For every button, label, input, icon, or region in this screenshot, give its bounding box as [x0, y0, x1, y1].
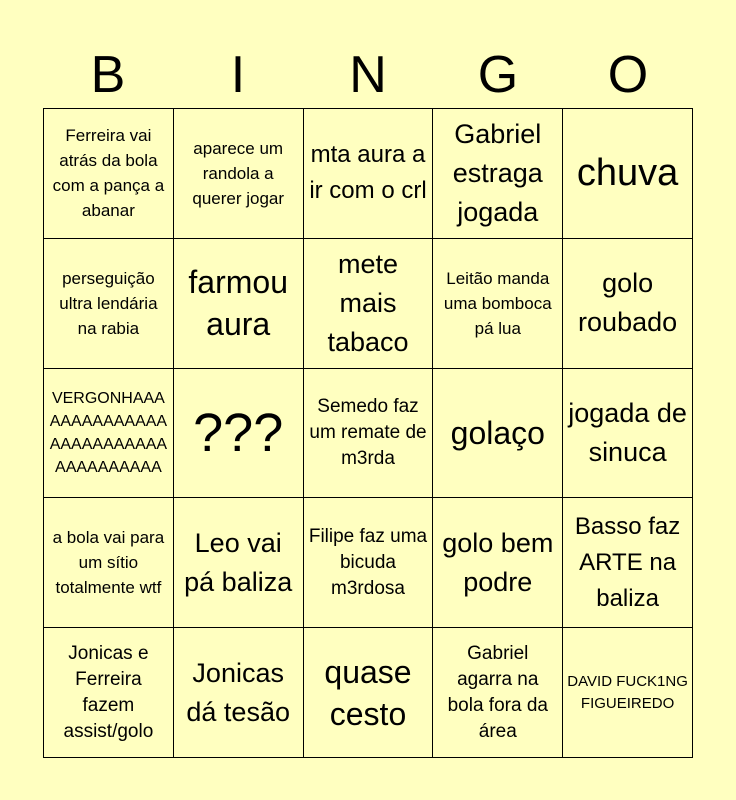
title-letter-b: B	[90, 46, 126, 104]
bingo-cell[interactable]	[174, 498, 304, 628]
cell-text: aparece um randola a querer jogar	[192, 138, 285, 208]
cell-text: Jonicas dá tesão	[186, 657, 290, 727]
bingo-cell[interactable]	[44, 239, 174, 369]
bingo-cell[interactable]	[304, 628, 434, 758]
bingo-cell[interactable]	[433, 369, 563, 499]
bingo-cell[interactable]	[304, 498, 434, 628]
cell-text: quase cesto	[324, 653, 412, 732]
cell-text: Basso faz ARTE na baliza	[574, 512, 681, 612]
bingo-cell[interactable]	[563, 498, 693, 628]
cell-text: Filipe faz uma bicuda m3rdosa	[308, 525, 428, 599]
cell-text: Leitão manda uma bomboca pá lua	[443, 268, 552, 338]
title-letter-i: I	[230, 46, 246, 104]
bingo-cell[interactable]	[563, 239, 693, 369]
cell-text: golaço	[450, 414, 545, 451]
bingo-title	[43, 42, 693, 108]
bingo-cell[interactable]	[44, 498, 174, 628]
cell-text: farmou aura	[188, 264, 288, 343]
cell-text: jogada de sinuca	[568, 397, 687, 467]
bingo-cell[interactable]	[44, 369, 174, 499]
title-letter-n: N	[349, 46, 387, 104]
cell-text: Semedo faz um remate de m3rda	[309, 395, 427, 469]
bingo-cell[interactable]	[174, 369, 304, 499]
title-letter-g: G	[477, 46, 519, 104]
title-letter-o: O	[607, 46, 649, 104]
bingo-grid	[43, 108, 693, 758]
bingo-cell[interactable]	[563, 369, 693, 499]
cell-text: chuva	[576, 152, 679, 195]
bingo-cell[interactable]	[433, 109, 563, 239]
cell-text: perseguição ultra lendária na rabia	[59, 268, 158, 338]
bingo-cell[interactable]	[44, 628, 174, 758]
cell-text: Gabriel agarra na bola fora da área	[447, 642, 548, 742]
cell-text: golo bem podre	[442, 527, 554, 597]
bingo-cell[interactable]	[563, 628, 693, 758]
cell-text: Gabriel estraga jogada	[452, 118, 543, 227]
cell-text: Ferreira vai atrás da bola com a pança a abanar	[52, 126, 165, 221]
bingo-cell[interactable]	[433, 498, 563, 628]
cell-text: DAVID FUCK1NG FIGUEIREDO	[567, 672, 688, 712]
bingo-cell[interactable]	[174, 109, 304, 239]
bingo-cell[interactable]	[433, 628, 563, 758]
bingo-cell[interactable]	[174, 628, 304, 758]
cell-text: mta aura a ir com o crl	[309, 141, 427, 205]
bingo-cell[interactable]	[44, 109, 174, 239]
bingo-cell[interactable]	[304, 239, 434, 369]
bingo-cell[interactable]	[174, 239, 304, 369]
cell-text: Jonicas e Ferreira fazem assist/golo	[63, 642, 154, 742]
cell-text: a bola vai para um sítio totalmente wtf	[52, 528, 165, 598]
bingo-cell[interactable]	[304, 369, 434, 499]
cell-text: golo roubado	[578, 268, 678, 338]
bingo-cell[interactable]	[304, 109, 434, 239]
bingo-cell[interactable]	[563, 109, 693, 239]
cell-text: mete mais tabaco	[327, 248, 409, 357]
cell-text: ???	[193, 402, 284, 463]
cell-text: VERGONHAAAAAAAAAAAAAAAAAAAAAAAAAAAAAAAAAAA	[49, 389, 168, 476]
bingo-cell[interactable]	[433, 239, 563, 369]
cell-text: Leo vai pá baliza	[184, 527, 293, 597]
